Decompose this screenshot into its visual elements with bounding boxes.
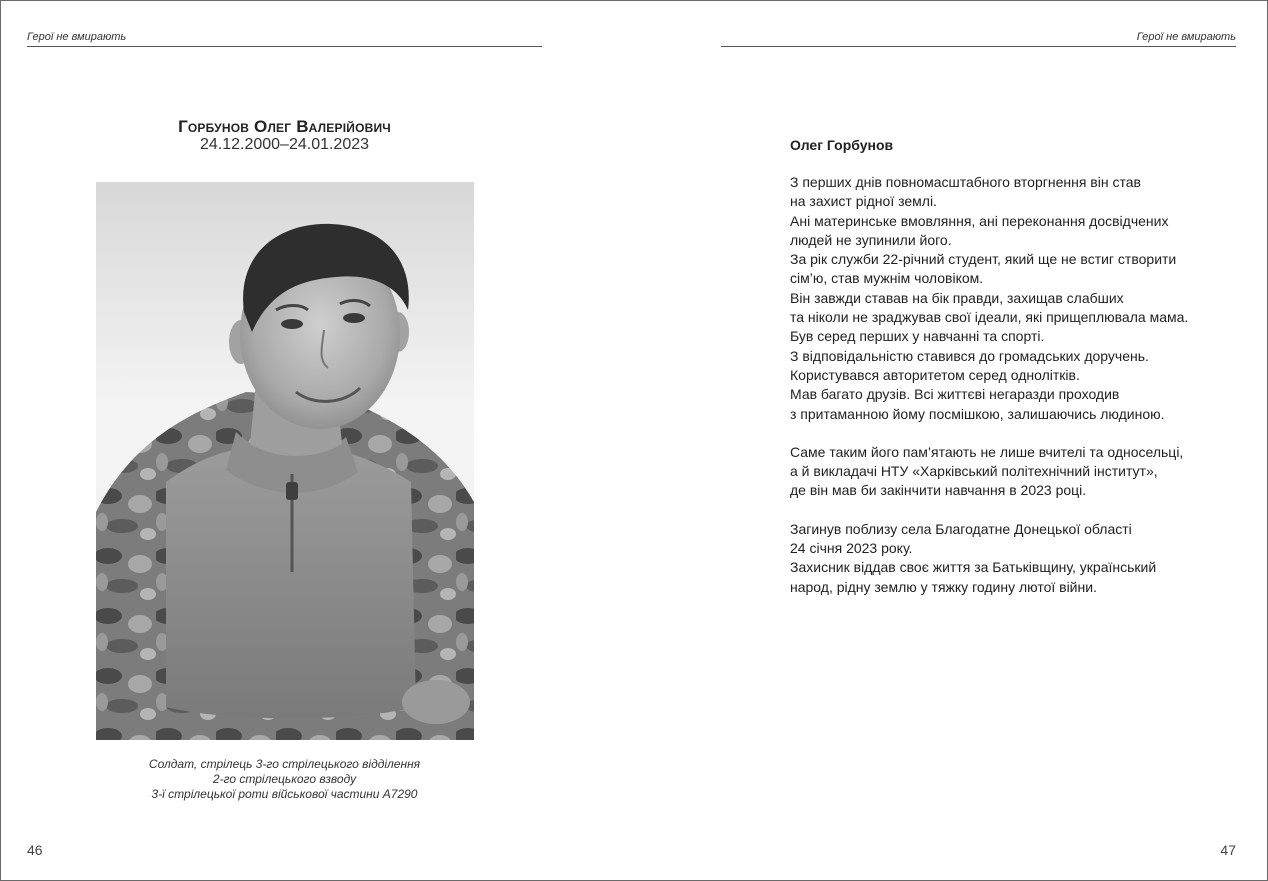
caption-line: 3-ї стрілецької роти військової частини А7290 — [151, 787, 418, 801]
text-line: на захист рідної землі. — [790, 193, 937, 210]
text-line: З відповідальністю ставився до громадських доручень. — [790, 347, 1149, 364]
paragraph — [790, 520, 1230, 597]
paragraph — [790, 443, 1230, 501]
text-line: народ, рідну землю у тяжку годину лютої війни. — [790, 578, 1097, 595]
article-title: Олег Горбунов — [790, 137, 894, 153]
page-number-left: 46 — [27, 842, 43, 858]
text-line: Загинув поблизу села Благодатне Донецької області — [790, 520, 1132, 537]
running-head-left: Герої не вмирають — [27, 31, 127, 43]
hero-name: Горбунов Олег Валерійович — [178, 117, 391, 136]
text-line: де він мав би закінчити навчання в 2023 році. — [790, 482, 1087, 499]
page-number-right: 47 — [1220, 842, 1236, 858]
text-line: Саме таким його пам’ятають не лише вчителі та односельці, — [790, 443, 1184, 460]
text-line: Користувався авторитетом серед однолітків. — [790, 366, 1080, 383]
photo-caption — [27, 757, 542, 802]
running-head-right: Герої не вмирають — [1136, 31, 1236, 43]
text-line: сім’ю, став мужнім чоловіком. — [790, 270, 984, 287]
caption-line: Солдат, стрілець 3-го стрілецького відділення — [148, 757, 421, 771]
text-line: Мав багато друзів. Всі життєві негаразди проходив — [790, 386, 1120, 403]
text-line: Був серед перших у навчанні та спорті. — [790, 328, 1045, 345]
text-line: а й викладачі НТУ «Харківський політехнічний інститут», — [790, 463, 1158, 480]
text-line: з притаманною йому посмішкою, залишаючись людиною. — [790, 405, 1165, 422]
text-line: 24 січня 2023 року. — [790, 540, 913, 557]
paragraph — [790, 173, 1230, 424]
header-rule-left — [27, 46, 542, 47]
hero-dates: 24.12.2000–24.01.2023 — [199, 136, 370, 153]
caption-line: 2-го стрілецького взводу — [212, 772, 357, 786]
header-rule-right — [721, 46, 1236, 47]
text-line: Ані материнське вмовляння, ані переконання досвідчених — [790, 212, 1169, 229]
right-page — [634, 0, 1268, 881]
text-line: Захисник віддав своє життя за Батьківщину, український — [790, 559, 1157, 576]
portrait-photo — [96, 182, 474, 740]
biography-article — [790, 137, 1230, 616]
text-line: людей не зупинили його. — [790, 231, 952, 248]
text-line: Він завжди ставав на бік правди, захищав слабших — [790, 289, 1124, 306]
text-line: З перших днів повномасштабного вторгнення він став — [790, 174, 1141, 190]
text-line: За рік служби 22-річний студент, який ще не встиг створити — [790, 251, 1177, 268]
text-line: та ніколи не зраджував свої ідеали, які прищеплювала мама. — [790, 309, 1189, 326]
